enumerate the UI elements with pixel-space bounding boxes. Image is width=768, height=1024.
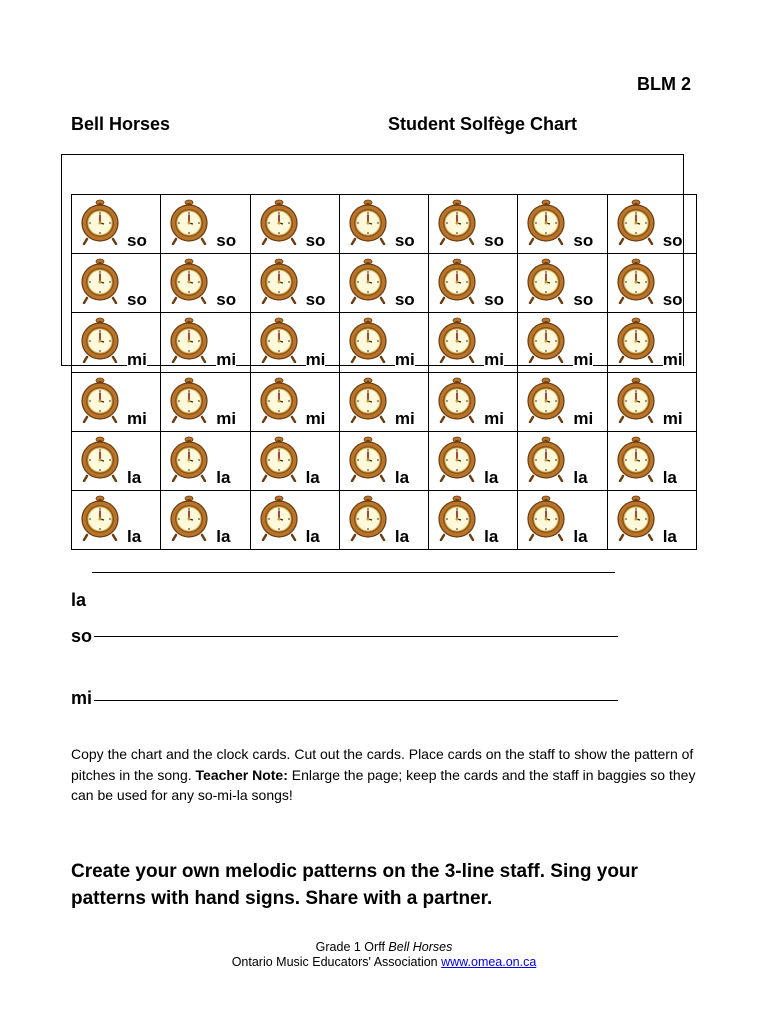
solfege-syllable: la	[216, 527, 231, 546]
solfege-syllable: so	[484, 290, 504, 310]
solfege-card-grid	[71, 194, 697, 550]
alarm-clock-icon	[616, 495, 656, 541]
instructions-paragraph	[71, 744, 711, 806]
alarm-clock-icon	[616, 258, 656, 304]
solfege-syllable: mi	[127, 408, 147, 428]
solfege-syllable: la	[394, 527, 410, 546]
staff-line-mi	[94, 700, 618, 701]
solfege-syllable: mi	[662, 349, 683, 369]
solfege-syllable: so	[573, 290, 594, 310]
footer-org: Ontario Music Educators' Association	[231, 955, 438, 969]
solfege-syllable: so	[216, 290, 237, 310]
solfege-card	[429, 195, 518, 254]
alarm-clock-icon	[169, 199, 209, 245]
alarm-clock-icon	[348, 436, 388, 482]
solfege-card	[518, 491, 607, 550]
solfege-syllable: so	[484, 231, 504, 251]
solfege-card	[340, 491, 429, 550]
alarm-clock-icon	[259, 317, 299, 363]
solfege-syllable: mi	[305, 408, 326, 428]
solfege-card	[518, 254, 607, 313]
alarm-clock-icon	[526, 258, 566, 304]
solfege-card	[161, 313, 250, 372]
blm-label: BLM 2	[637, 74, 691, 94]
alarm-clock-icon	[526, 377, 566, 423]
solfege-syllable: la	[484, 467, 499, 487]
solfege-card	[161, 254, 250, 313]
solfege-syllable: so	[216, 231, 237, 251]
solfege-syllable: mi	[216, 408, 237, 428]
solfege-card	[340, 254, 429, 313]
solfege-syllable: mi	[394, 349, 415, 369]
alarm-clock-icon	[437, 377, 477, 423]
solfege-card	[251, 254, 340, 313]
instructions-part2: Enlarge the page; keep the cards and the staff in baggies so they can be used for any so-mi-la songs!	[71, 766, 696, 803]
solfege-card	[429, 373, 518, 432]
solfege-syllable: la	[573, 527, 588, 546]
solfege-syllable: la	[127, 527, 142, 546]
alarm-clock-icon	[526, 199, 566, 245]
solfege-syllable: so	[127, 231, 147, 251]
solfege-syllable: la	[662, 467, 677, 487]
staff-label-mi: mi	[71, 688, 93, 708]
solfege-card	[251, 313, 340, 372]
solfege-card	[608, 254, 697, 313]
alarm-clock-icon	[259, 258, 299, 304]
solfege-syllable: so	[305, 290, 326, 310]
solfege-card	[608, 432, 697, 491]
alarm-clock-icon	[437, 258, 477, 304]
solfege-syllable: la	[484, 527, 499, 546]
solfege-card	[72, 491, 161, 550]
solfege-syllable: la	[573, 467, 588, 487]
alarm-clock-icon	[169, 317, 209, 363]
alarm-clock-icon	[437, 317, 477, 363]
alarm-clock-icon	[616, 199, 656, 245]
solfege-card	[608, 313, 697, 372]
alarm-clock-icon	[259, 495, 299, 541]
alarm-clock-icon	[80, 317, 120, 363]
solfege-card	[608, 373, 697, 432]
song-title: Bell Horses	[71, 114, 171, 134]
staff-label-so: so	[71, 626, 93, 646]
solfege-syllable: mi	[573, 349, 594, 369]
alarm-clock-icon	[348, 377, 388, 423]
solfege-card	[518, 195, 607, 254]
alarm-clock-icon	[259, 436, 299, 482]
activity-prompt: Create your own melodic patterns on the 3-line staff. Sing your patterns with hand signs. Share with a partner.	[71, 861, 638, 909]
solfege-syllable: mi	[305, 349, 326, 369]
solfege-card	[608, 195, 697, 254]
footer-link[interactable]: www.omea.on.ca	[441, 955, 537, 969]
solfege-card	[161, 373, 250, 432]
solfege-card	[251, 432, 340, 491]
solfege-syllable: so	[394, 290, 415, 310]
solfege-card	[251, 195, 340, 254]
alarm-clock-icon	[437, 495, 477, 541]
solfege-syllable: mi	[662, 408, 683, 428]
solfege-card	[429, 254, 518, 313]
solfege-syllable: la	[127, 467, 142, 487]
solfege-syllable: mi	[216, 349, 237, 369]
footer-course: Grade 1 Orff	[315, 940, 385, 954]
solfege-syllable: mi	[484, 349, 504, 369]
alarm-clock-icon	[526, 436, 566, 482]
solfege-syllable: la	[305, 527, 320, 546]
solfege-syllable: so	[573, 231, 594, 251]
solfege-syllable: so	[127, 290, 147, 310]
solfege-card	[429, 491, 518, 550]
solfege-card	[161, 195, 250, 254]
solfege-card	[340, 195, 429, 254]
alarm-clock-icon	[348, 258, 388, 304]
solfege-syllable: so	[662, 290, 683, 310]
staff-line-top	[92, 572, 615, 573]
alarm-clock-icon	[616, 436, 656, 482]
alarm-clock-icon	[437, 199, 477, 245]
alarm-clock-icon	[169, 495, 209, 541]
alarm-clock-icon	[259, 377, 299, 423]
solfege-card	[608, 491, 697, 550]
alarm-clock-icon	[526, 495, 566, 541]
solfege-syllable: mi	[484, 408, 504, 428]
solfege-card	[72, 373, 161, 432]
solfege-card	[429, 432, 518, 491]
solfege-syllable: la	[305, 467, 320, 487]
alarm-clock-icon	[616, 377, 656, 423]
instructions-part1: Copy the chart and the clock cards. Cut out the cards. Place cards on the staff to show the pattern of pitches in the song.	[71, 746, 694, 783]
solfege-card	[340, 432, 429, 491]
alarm-clock-icon	[80, 199, 120, 245]
alarm-clock-icon	[80, 258, 120, 304]
alarm-clock-icon	[80, 377, 120, 423]
solfege-card	[72, 432, 161, 491]
alarm-clock-icon	[616, 317, 656, 363]
solfege-card	[429, 313, 518, 372]
solfege-syllable: mi	[394, 408, 415, 428]
alarm-clock-icon	[80, 436, 120, 482]
solfege-card	[72, 195, 161, 254]
alarm-clock-icon	[348, 317, 388, 363]
solfege-syllable: mi	[573, 408, 594, 428]
alarm-clock-icon	[169, 436, 209, 482]
solfege-card	[518, 313, 607, 372]
footer-line-1	[0, 940, 768, 955]
staff-line-so	[94, 636, 618, 637]
solfege-card	[251, 373, 340, 432]
alarm-clock-icon	[259, 199, 299, 245]
alarm-clock-icon	[169, 258, 209, 304]
solfege-card	[518, 373, 607, 432]
solfege-syllable: so	[394, 231, 415, 251]
solfege-card	[161, 432, 250, 491]
alarm-clock-icon	[80, 495, 120, 541]
alarm-clock-icon	[348, 199, 388, 245]
teacher-note-label: Teacher Note:	[195, 766, 288, 783]
solfege-card	[251, 491, 340, 550]
solfege-syllable: so	[662, 231, 683, 251]
solfege-card	[518, 432, 607, 491]
solfege-syllable: la	[216, 467, 231, 487]
solfege-card	[340, 313, 429, 372]
page-footer	[0, 940, 768, 970]
staff-label-la: la	[71, 590, 87, 610]
alarm-clock-icon	[437, 436, 477, 482]
solfege-syllable: la	[662, 527, 677, 546]
solfege-syllable: la	[394, 467, 410, 487]
solfege-card	[72, 254, 161, 313]
alarm-clock-icon	[348, 495, 388, 541]
solfege-card	[72, 313, 161, 372]
solfege-card	[161, 491, 250, 550]
solfege-card	[340, 373, 429, 432]
alarm-clock-icon	[169, 377, 209, 423]
solfege-syllable: mi	[127, 349, 147, 369]
solfege-syllable: so	[305, 231, 326, 251]
alarm-clock-icon	[526, 317, 566, 363]
footer-song: Bell Horses	[388, 940, 453, 954]
footer-line-2	[0, 955, 768, 970]
chart-title: Student Solfège Chart	[388, 114, 578, 134]
